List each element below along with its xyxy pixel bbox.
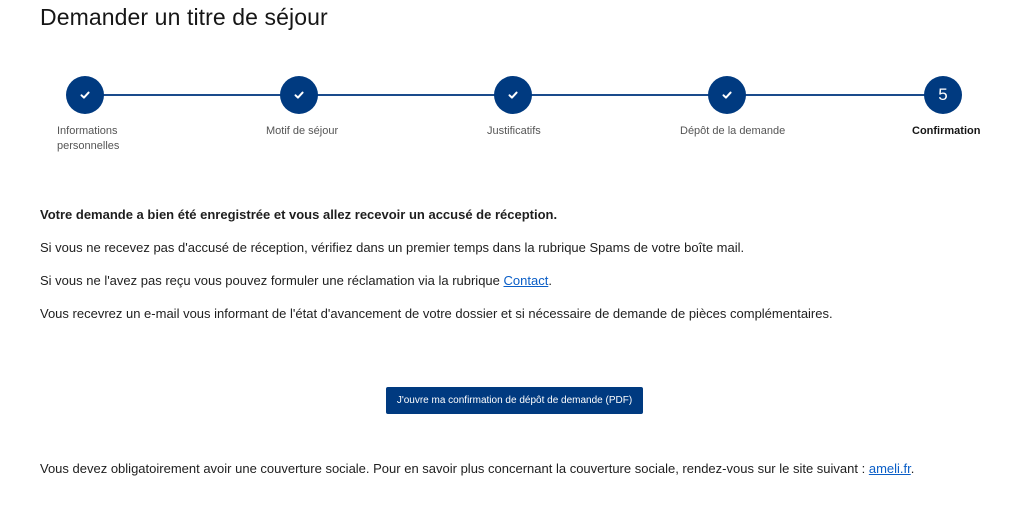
ameli-link[interactable]: ameli.fr: [868, 461, 911, 476]
step-1-label: [57, 124, 119, 154]
claim-suffix: .: [548, 273, 552, 288]
spam-notice: Si vous ne recevez pas d'accusé de réception, vérifiez dans un premier temps dans la rubrique Spams de votre boîte mail.: [40, 240, 745, 255]
claim-notice: [40, 272, 1000, 290]
step-4-label: Dépôt de la demande: [680, 125, 786, 137]
social-coverage-notice: [40, 460, 914, 478]
step-1-label-line2: personnelles: [57, 140, 120, 152]
progress-stepper: [0, 74, 1024, 164]
contact-link[interactable]: Contact: [503, 273, 549, 288]
social-coverage-text: Vous devez obligatoirement avoir une couverture sociale. Pour en savoir plus concernant la couverture sociale, rendez-vous sur le site suivant :: [40, 461, 869, 476]
step-3-circle: [494, 76, 532, 114]
check-icon: [79, 89, 91, 101]
open-pdf-confirmation-button[interactable]: J'ouvre ma confirmation de dépôt de demande (PDF): [386, 387, 643, 414]
confirmation-content: [40, 206, 1000, 323]
step-5-label: Confirmation: [912, 125, 981, 137]
step-5-circle: 5: [924, 76, 962, 114]
check-icon: [507, 89, 519, 101]
step-1-circle: [66, 76, 104, 114]
page-title: Demander un titre de séjour: [40, 4, 328, 30]
check-icon: [293, 89, 305, 101]
social-coverage-suffix: .: [910, 461, 915, 476]
step-3-label: Justificatifs: [487, 125, 541, 137]
status-notice: Vous recevrez un e-mail vous informant de l'état d'avancement de votre dossier et si nécessaire de demande de pièces complémentaires.: [40, 306, 833, 321]
step-1-label-line1: Informations: [57, 125, 118, 137]
step-2-circle: [280, 76, 318, 114]
step-2-label: Motif de séjour: [266, 125, 339, 137]
step-4-circle: [708, 76, 746, 114]
confirmation-message: Votre demande a bien été enregistrée et vous allez recevoir un accusé de réception.: [40, 207, 558, 222]
claim-text: Si vous ne l'avez pas reçu vous pouvez formuler une réclamation via la rubrique: [40, 273, 504, 288]
check-icon: [721, 89, 733, 101]
